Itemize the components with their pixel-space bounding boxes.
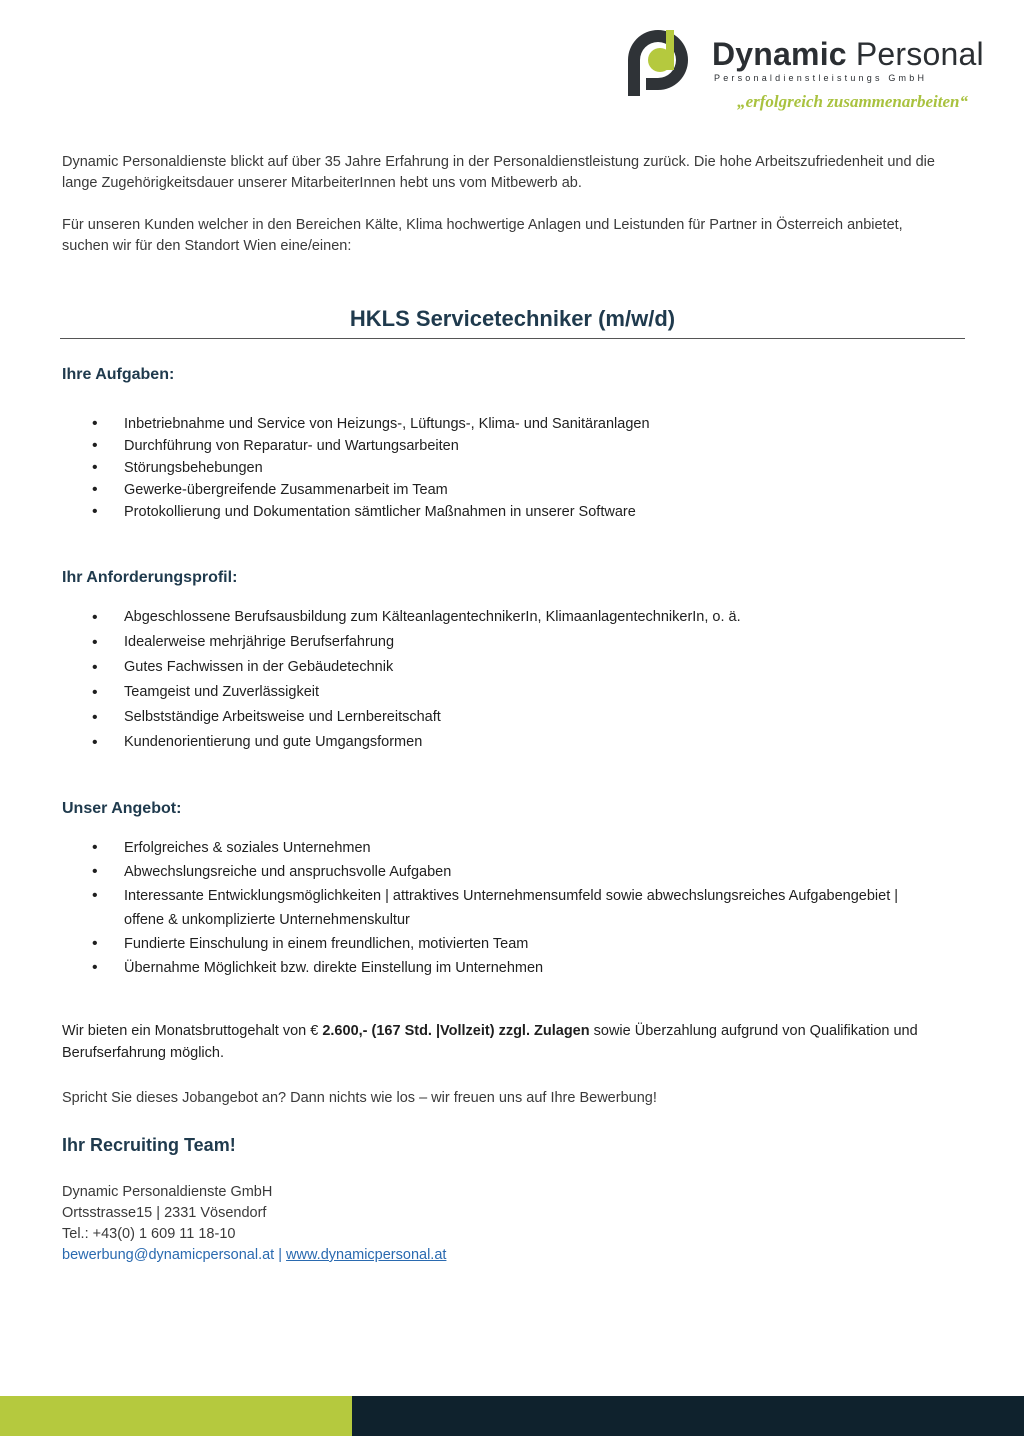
salary-amount: 2.600,- (167 Std. |Vollzeit) zzgl. Zulagen — [322, 1023, 590, 1039]
list-item: • Abgeschlossene Berufsausbildung zum KälteanlagentechnikerIn, KlimaanlagentechnikerIn, o. ä. — [92, 609, 741, 626]
tasks-list — [62, 413, 650, 523]
logo-subtitle: Personaldienstleistungs GmbH — [714, 73, 928, 83]
offer-heading: Unser Angebot: — [62, 800, 182, 817]
list-item: • Teamgeist und Zuverlässigkeit — [92, 684, 320, 701]
offer-list — [62, 836, 924, 980]
profile-heading: Ihr Anforderungsprofil: — [62, 569, 238, 586]
list-item: • Durchführung von Reparatur- und Wartungsarbeiten — [92, 437, 459, 454]
list-item: • Protokollierung und Dokumentation sämtlicher Maßnahmen in unserer Software — [92, 503, 636, 520]
pd-monogram-icon — [620, 24, 700, 104]
list-item: • Selbstständige Arbeitsweise und Lernbereitschaft — [92, 709, 441, 726]
logo-wordmark: Dynamic Personal — [712, 36, 984, 72]
slogan: „erfolgreich zusammenarbeiten“ — [737, 92, 968, 111]
list-item: • Fundierte Einschulung in einem freundlichen, motivierten Team — [92, 935, 529, 952]
intro-paragraph-1: Dynamic Personaldienste blickt auf über 35 Jahre Erfahrung in der Personaldienstleistung zurück. Die hohe Arbeitszufriedenheit und die lange Zugehörigkeitsdauer unserer MitarbeiterInnen hebt uns vom Mitbewerb ab. — [62, 154, 935, 191]
title-divider — [60, 338, 965, 339]
company-name: Dynamic Personaldienste GmbH — [62, 1184, 273, 1200]
footer-bar-green — [0, 1396, 352, 1436]
address: Ortsstrasse15 | 2331 Vösendorf — [62, 1205, 267, 1221]
website-link[interactable]: www.dynamicpersonal.at — [286, 1247, 447, 1263]
list-item: • Erfolgreiches & soziales Unternehmen — [92, 839, 371, 856]
email-link[interactable]: bewerbung@dynamicpersonal.at — [62, 1247, 275, 1263]
job-title: HKLS Servicetechniker (m/w/d) — [349, 306, 676, 331]
footer-bar-dark — [352, 1396, 1024, 1436]
intro-paragraph-2: Für unseren Kunden welcher in den Bereichen Kälte, Klima hochwertige Anlagen und Leistunden für Partner in Österreich anbietet, suchen wir für den Standort Wien eine/einen: — [62, 217, 903, 254]
list-item: • Störungsbehebungen — [92, 459, 263, 476]
list-item: • Gutes Fachwissen in der Gebäudetechnik — [92, 659, 394, 676]
profile-list — [62, 605, 741, 755]
call-to-action: Spricht Sie dieses Jobangebot an? Dann nichts wie los – wir freuen uns auf Ihre Bewerbung! — [62, 1090, 657, 1106]
list-item: • Übernahme Möglichkeit bzw. direkte Einstellung im Unternehmen — [92, 959, 544, 976]
list-item: • Abwechslungsreiche und anspruchsvolle Aufgaben — [92, 863, 452, 880]
list-item: • Interessante Entwicklungsmöglichkeiten | attraktives Unternehmensumfeld sowie abwechslungsreiches Aufgabengebiet | offene & unkomplizierte Unternehmenskultur — [92, 887, 899, 928]
list-item: • Inbetriebnahme und Service von Heizungs-, Lüftungs-, Klima- und Sanitäranlagen — [92, 415, 650, 432]
recruiting-team-heading: Ihr Recruiting Team! — [62, 1135, 236, 1155]
phone: Tel.: +43(0) 1 609 11 18-10 — [62, 1226, 236, 1242]
list-item: • Gewerke-übergreifende Zusammenarbeit im Team — [92, 481, 448, 498]
tasks-heading: Ihre Aufgaben: — [62, 366, 175, 383]
salary-paragraph: Wir bieten ein Monatsbruttogehalt von € 2.600,- (167 Std. |Vollzeit) zzgl. Zulagen sowie Überzahlung aufgrund von Qualifikation und Berufserfahrung möglich. — [62, 1023, 918, 1061]
list-item: • Idealerweise mehrjährige Berufserfahrung — [92, 634, 395, 651]
list-item: • Kundenorientierung und gute Umgangsformen — [92, 734, 423, 751]
contact-block: Dynamic Personaldienste GmbH Ortsstrasse15 | 2331 Vösendorf Tel.: +43(0) 1 609 11 18-10 bewerbung@dynamicpersonal.at | www.dynamicpersonal.at — [62, 1184, 447, 1263]
